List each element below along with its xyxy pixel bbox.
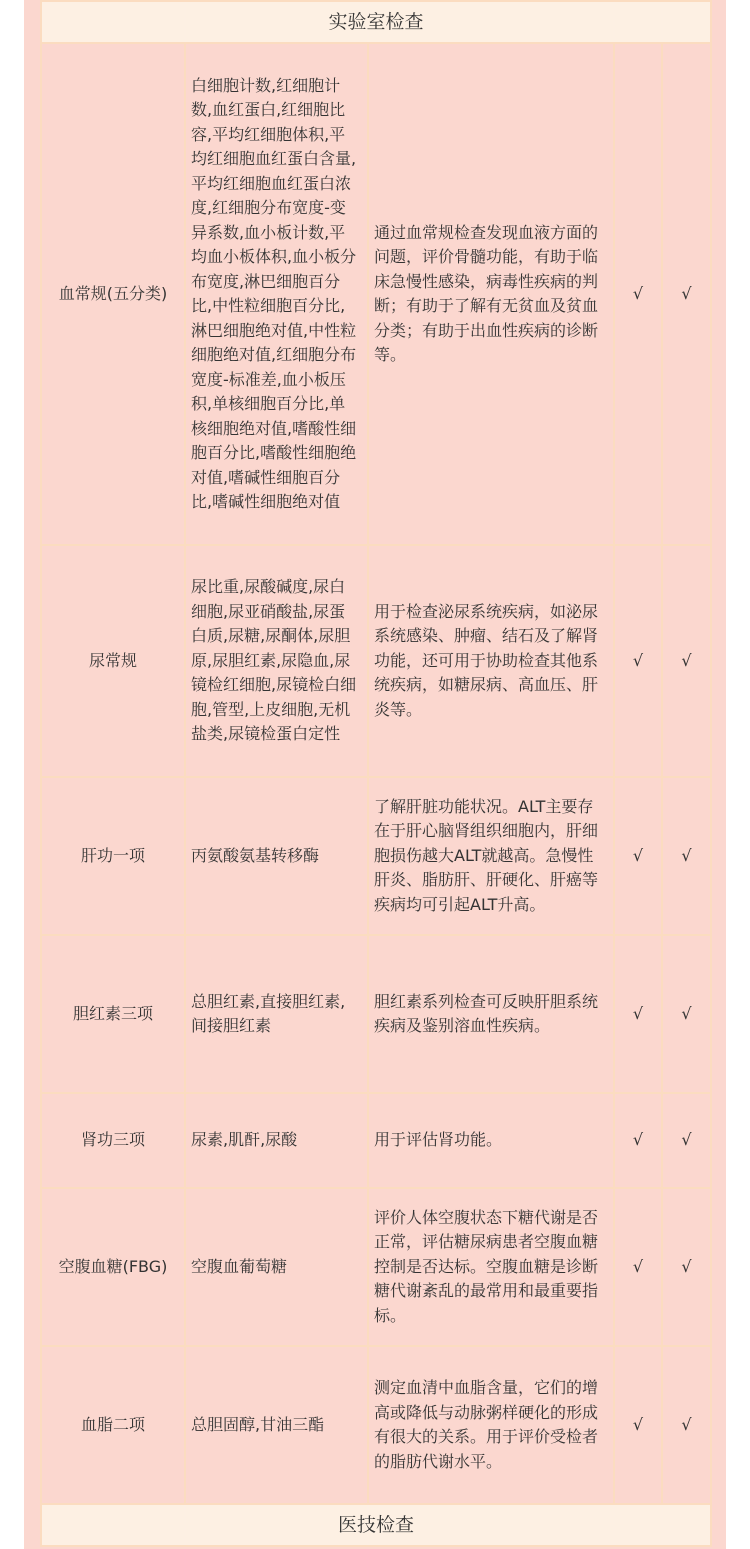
exam-items: 白细胞计数,红细胞计数,血红蛋白,红细胞比容,平均红细胞体积,平均红细胞血红蛋白含量,平均红细胞血红蛋白浓度,红细胞分布宽度-变异系数,血小板计数,平均血小板体积,血小板分布宽度,淋巴细胞百分比,中性粒细胞百分比,淋巴细胞绝对值,中性粒细胞绝对值,红细胞分布宽度-标准差,血小板压积,单核细胞百分比,单核细胞绝对值,嗜酸性细胞百分比,嗜酸性细胞绝对值,嗜碱性细胞百分比,嗜碱性细胞绝对值 [185,43,368,545]
exam-table [40,0,712,1547]
check-mark-1: √ [614,777,662,935]
check-mark-2: √ [662,1093,711,1188]
exam-items: 丙氨酸氨基转移酶 [185,777,368,935]
exam-items: 尿比重,尿酸碱度,尿白细胞,尿亚硝酸盐,尿蛋白质,尿糖,尿酮体,尿胆原,尿胆红素,尿隐血,尿镜检红细胞,尿镜检白细胞,管型,上皮细胞,无机盐类,尿镜检蛋白定性 [185,545,368,777]
check-mark-2: √ [662,1346,711,1504]
exam-description: 评价人体空腹状态下糖代谢是否正常，评估糖尿病患者空腹血糖控制是否达标。空腹血糖是诊断糖代谢紊乱的最常用和最重要指标。 [368,1188,614,1346]
check-mark-2: √ [662,43,711,545]
exam-description: 用于评估肾功能。 [368,1093,614,1188]
table-row [41,1093,711,1188]
table-row [41,777,711,935]
check-mark-2: √ [662,935,711,1093]
exam-name: 血常规(五分类) [41,43,185,545]
check-mark-1: √ [614,43,662,545]
check-mark-2: √ [662,545,711,777]
exam-description: 用于检查泌尿系统疾病，如泌尿系统感染、肿瘤、结石及了解肾功能，还可用于协助检查其他系统疾病，如糖尿病、高血压、肝炎等。 [368,545,614,777]
exam-name: 血脂二项 [41,1346,185,1504]
exam-name: 肾功三项 [41,1093,185,1188]
table-row [41,43,711,545]
table-row [41,935,711,1093]
section-header-lab [41,1,711,43]
exam-description: 胆红素系列检查可反映肝胆系统疾病及鉴别溶血性疾病。 [368,935,614,1093]
exam-description: 通过血常规检查发现血液方面的问题，评价骨髓功能，有助于临床急慢性感染，病毒性疾病的判断；有助于了解有无贫血及贫血分类；有助于出血性疾病的诊断等。 [368,43,614,545]
check-mark-1: √ [614,1346,662,1504]
table-row [41,545,711,777]
check-mark-2: √ [662,1188,711,1346]
exam-description: 了解肝脏功能状况。ALT主要存在于肝心脑肾组织细胞内，肝细胞损伤越大ALT就越高。急慢性肝炎、脂肪肝、肝硬化、肝癌等疾病均可引起ALT升高。 [368,777,614,935]
section-title-lab: 实验室检查 [41,1,711,43]
exam-name: 肝功一项 [41,777,185,935]
table-row [41,1188,711,1346]
check-mark-1: √ [614,1188,662,1346]
exam-description: 测定血清中血脂含量，它们的增高或降低与动脉粥样硬化的形成有很大的关系。用于评价受检者的脂肪代谢水平。 [368,1346,614,1504]
exam-name: 胆红素三项 [41,935,185,1093]
check-mark-1: √ [614,545,662,777]
check-mark-1: √ [614,935,662,1093]
exam-items: 总胆固醇,甘油三酯 [185,1346,368,1504]
exam-name: 尿常规 [41,545,185,777]
table-row [41,1346,711,1504]
check-mark-2: √ [662,777,711,935]
section-title-medtech: 医技检查 [41,1504,711,1546]
exam-items: 空腹血葡萄糖 [185,1188,368,1346]
exam-items: 尿素,肌酐,尿酸 [185,1093,368,1188]
check-mark-1: √ [614,1093,662,1188]
exam-items: 总胆红素,直接胆红素,间接胆红素 [185,935,368,1093]
section-header-medtech [41,1504,711,1546]
exam-name: 空腹血糖(FBG) [41,1188,185,1346]
